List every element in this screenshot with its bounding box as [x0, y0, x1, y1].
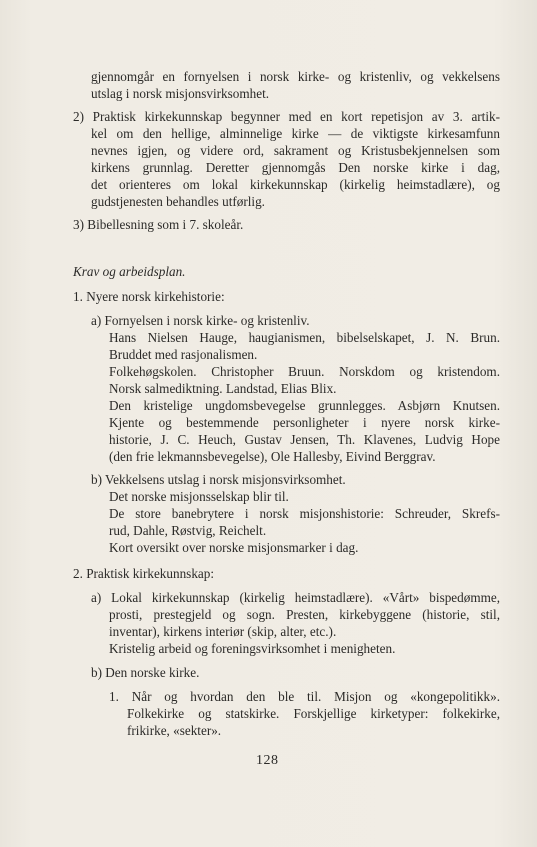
text-line: rud, Dahle, Røstvig, Reichelt.: [109, 523, 267, 538]
text-line: 2) Praktisk kirkekunnskap begynner med en kort repetisjon av 3. artik-: [73, 109, 500, 124]
text-line: gjennomgår en fornyelsen i norsk kirke- og kristenliv, og vekkelsens: [91, 69, 500, 84]
text-line: gudstjenesten behandles utførlig.: [91, 194, 265, 209]
text-line: 1. Nyere norsk kirkehistorie:: [73, 289, 225, 304]
text-line: Folkekirke og statskirke. Forskjellige kirketyper: folkekirke,: [127, 706, 500, 721]
text-line: Kristelig arbeid og foreningsvirksomhet i menigheten.: [109, 641, 396, 656]
text-line: Den kristelige ungdomsbevegelse grunnlegges. Asbjørn Knutsen.: [109, 398, 500, 413]
text-line: Det norske misjonsselskap blir til.: [109, 489, 289, 504]
text-line: Kjente og bestemmende personligheter i nyere norsk kirke-: [109, 415, 500, 430]
text-line: b) Vekkelsens utslag i norsk misjonsvirksomhet.: [91, 472, 346, 487]
text-line: De store banebrytere i norsk misjonshistorie: Schreuder, Skrefs-: [109, 506, 500, 521]
text-line: 1. Når og hvordan den ble til. Misjon og «kongepolitikk».: [109, 689, 500, 704]
text-line: kel om den hellige, alminnelige kirke — de viktigste kirkesamfunn: [91, 126, 500, 141]
text-line: nevnes igjen, og videre ord, sakrament og Kristusbekjennelsen som: [91, 143, 500, 158]
text-line: Norsk salmediktning. Landstad, Elias Blix.: [109, 381, 337, 396]
text-line: utslag i norsk misjonsvirksomhet.: [91, 86, 270, 101]
text-line: frikirke, «sekter».: [127, 723, 222, 738]
text-line: a) Lokal kirkekunnskap (kirkelig heimstadlære). «Vårt» bispedømme,: [91, 590, 500, 605]
text-line: Hans Nielsen Hauge, haugianismen, bibelselskapet, J. N. Brun.: [109, 330, 500, 345]
text-line: b) Den norske kirke.: [91, 665, 200, 680]
text-line: (den frie lekmannsbevegelse), Ole Hallesby, Eivind Berggrav.: [109, 449, 436, 464]
text-line: 3) Bibellesning som i 7. skoleår.: [73, 217, 244, 232]
text-line: Kort oversikt over norske misjonsmarker i dag.: [109, 540, 359, 555]
text-line: Folkehøgskolen. Christopher Bruun. Norskdom og kristendom.: [109, 364, 500, 379]
text-line: Bruddet med rasjonalismen.: [109, 347, 258, 362]
text-line: Krav og arbeidsplan.: [73, 264, 186, 279]
text-line: kirkens grunnlag. Deretter gjennomgås Den norske kirke i dag,: [91, 160, 500, 175]
text-line: prosti, prestegjeld og sogn. Presten, kirkebyggene (historie, stil,: [109, 607, 500, 622]
text-line: a) Fornyelsen i norsk kirke- og kristenliv.: [91, 313, 310, 328]
text-line: 2. Praktisk kirkekunnskap:: [73, 566, 215, 581]
text-line: det orienteres om lokal kirkekunnskap (kirkelig heimstadlære), og: [91, 177, 500, 192]
text-line: inventar), kirkens interiør (skip, alter, etc.).: [109, 624, 337, 639]
page-number: 128: [256, 753, 279, 768]
text-line: historie, J. C. Heuch, Gustav Jensen, Th. Klavenes, Ludvig Hope: [109, 432, 500, 447]
